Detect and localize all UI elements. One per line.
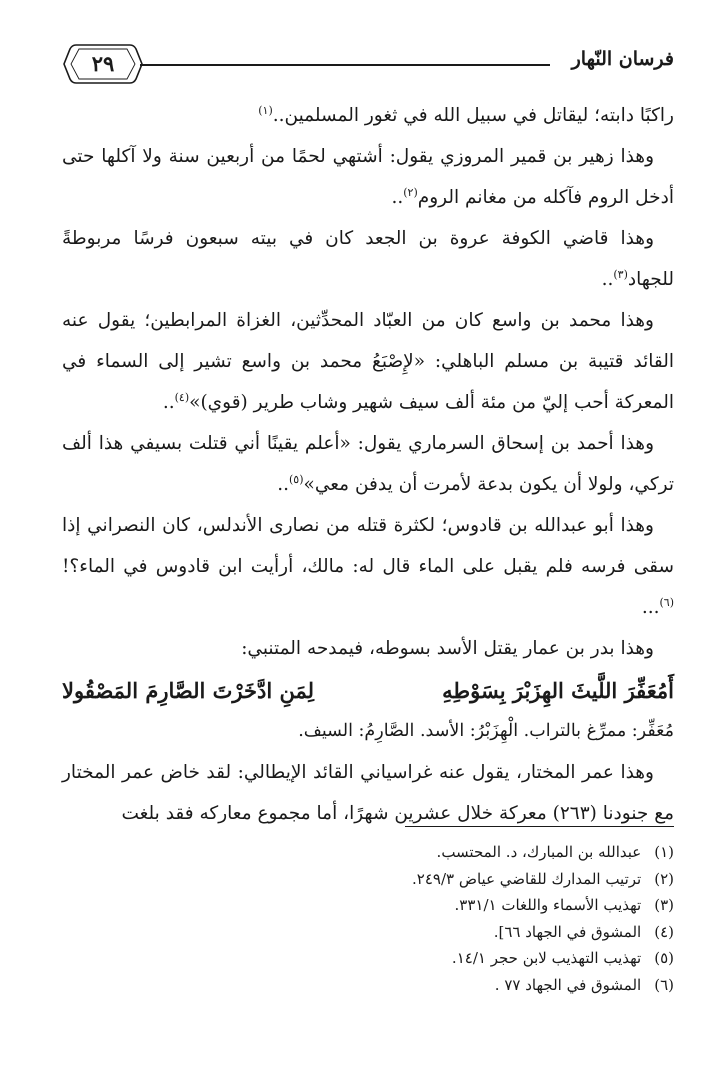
footnote-ref-1[interactable]: (١) (258, 103, 273, 117)
page-number-frame (62, 40, 144, 88)
paragraph-8: وهذا عمر المختار، يقول عنه غراسياني القائد الإيطالي: لقد خاض عمر المختار مع جنودنا (٢٦٣) معركة خلال عشرين شهرًا، أما مجموع معاركه فقد بلغت (62, 762, 674, 824)
poem-verse (62, 671, 674, 711)
paragraph-7: وهذا بدر بن عمار يقتل الأسد بسوطه، فيمدحه المتنبي: (241, 638, 654, 659)
paragraph-6: وهذا أبو عبدالله بن قادوس؛ لكثرة قتله من نصارى الأندلس، كان النصراني إذا سقى فرسه فلم يقبل على الماء قال له: مالك، أرأيت ابن قادوس في الماء؟!$^{(٦)}$... (62, 515, 674, 618)
paragraph-4: وهذا محمد بن واسع كان من العبّاد المحدِّثين، الغزاة المرابطين؛ يقول عنه القائد قتيبة بن مسلم الباهلي: «لإِصْبَعُ محمد بن واسع تشير إلى السماء في المعركة أحب إليّ من مئة ألف سيف شهير وشاب طرير (قوي)»$^{(٤)}$.. (62, 310, 674, 413)
footnote-1: (١) عبدالله بن المبارك، د. المحتسب. (436, 843, 674, 861)
footnote-ref-2[interactable]: (٢) (403, 185, 418, 199)
footnote-ref-3[interactable]: (٣) (613, 267, 628, 281)
verse-first-hemistich: أَمُعَفِّرَ اللَّيثَ الهِزَبْرَ بِسَوْطِهِ (442, 678, 674, 703)
footnote-2: (٢) ترتيب المدارك للقاضي عياض ٢٤٩/٣. (412, 869, 674, 888)
footnote-3: (٣) تهذيب الأسماء واللغات ٣٣١/١. (454, 896, 674, 914)
paragraph-5: وهذا أحمد بن إسحاق السرماري يقول: «أعلم يقينًا أني قتلت بسيفي هذا ألف تركي، ولولا أن يكون بدعة لأمرت أن يدفن معي»$^{(٥)}$.. (62, 433, 674, 495)
footnote-6: (٦) المشوق في الجهاد ٧٧ . (494, 975, 674, 994)
footnote-ref-6[interactable]: (٦) (659, 595, 674, 609)
footnote-5: (٥) تهذيب التهذيب لابن حجر ١٤/١. (451, 949, 674, 967)
footnotes (114, 839, 674, 998)
paragraph-2: وهذا زهير بن قمير المروزي يقول: أشتهي لحمًا من أربعين سنة ولا آكلها حتى أدخل الروم فآكله من مغانم الروم$^{(٢)}$.. (62, 146, 674, 208)
footnote-separator (405, 826, 674, 827)
header-rule (140, 64, 550, 66)
paragraph-3: وهذا قاضي الكوفة عروة بن الجعد كان في بيته سبعون فرسًا مربوطةً للجهاد$^{(٣)}$.. (62, 228, 674, 290)
paragraph-1: راكبًا دابته؛ ليقاتل في سبيل الله في ثغور المسلمين..$^{(١)}$ (258, 103, 674, 126)
footnote-ref-4[interactable]: (٤) (174, 390, 190, 404)
page-header (62, 40, 674, 88)
main-text (62, 95, 674, 834)
footnote-4: (٤) المشوق في الجهاد ٦٦]. (493, 922, 674, 941)
footnote-ref-5[interactable]: (٥) (288, 472, 304, 486)
running-title: فرسان النّهار (571, 48, 674, 70)
verse-second-hemistich: لِمَنِ ادَّخَرْتَ الصَّارِمَ المَصْقُولا (62, 678, 314, 703)
verse-gloss: مُعَفِّر: ممرِّغ بالتراب. الْهِزَبْرُ: الأسد. الصَّارِمُ: السيف. (298, 721, 674, 741)
page-number: ٢٩ (91, 51, 115, 76)
